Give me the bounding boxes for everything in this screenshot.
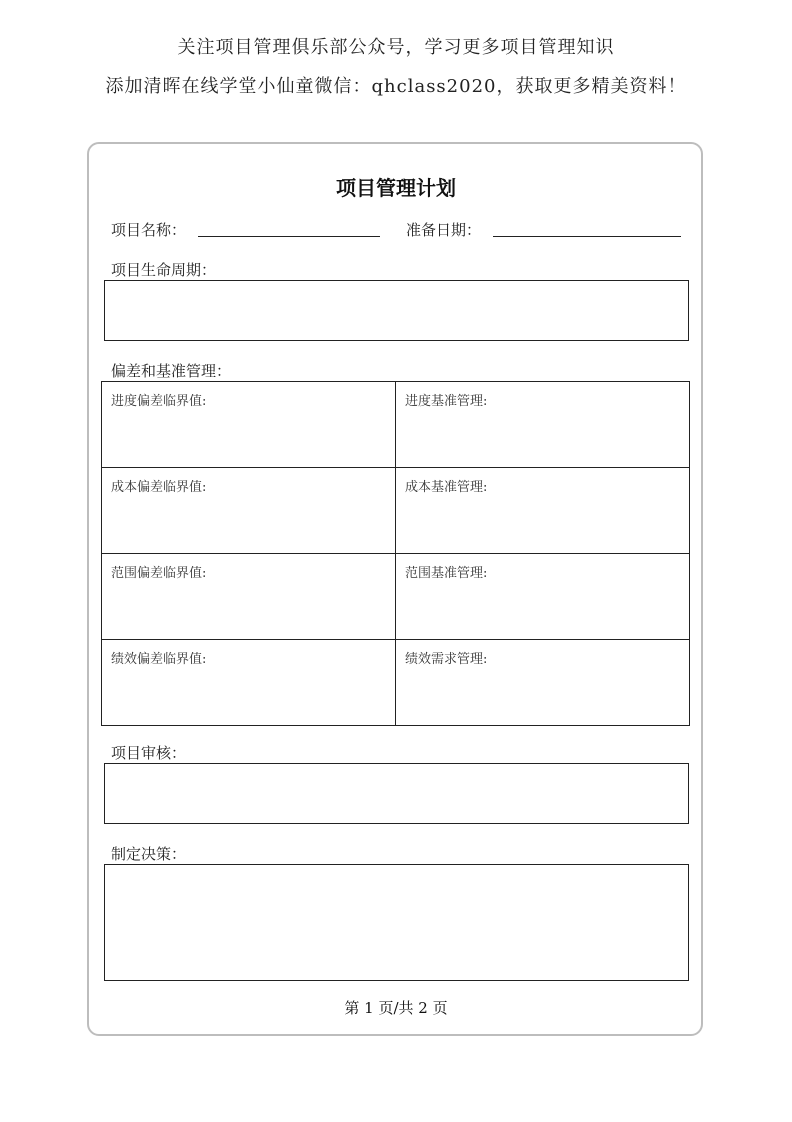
review-label: 项目审核： [111, 744, 187, 762]
cost-variance-cell[interactable]: 成本偏差临界值: [102, 468, 396, 554]
schedule-variance-cell[interactable]: 进度偏差临界值: [102, 382, 396, 468]
project-name-field[interactable] [198, 236, 380, 237]
lifecycle-label: 项目生命周期： [111, 261, 217, 279]
grid-row [102, 640, 690, 726]
performance-variance-cell[interactable]: 绩效偏差临界值: [102, 640, 396, 726]
grid-row [102, 468, 690, 554]
variance-label: 偏差和基准管理： [111, 362, 232, 380]
cost-baseline-cell[interactable]: 成本基准管理: [396, 468, 690, 554]
grid-row [102, 554, 690, 640]
page-number: 第 1 页/共 2 页 [344, 999, 448, 1017]
project-name-label: 项目名称： [111, 221, 187, 239]
performance-requirement-cell[interactable]: 绩效需求管理: [396, 640, 690, 726]
form-title: 项目管理计划 [336, 176, 456, 200]
scope-baseline-cell[interactable]: 范围基准管理: [396, 554, 690, 640]
scope-variance-cell[interactable]: 范围偏差临界值: [102, 554, 396, 640]
review-box[interactable] [104, 763, 689, 824]
header-line-1: 关注项目管理俱乐部公众号，学习更多项目管理知识 [177, 37, 615, 58]
variance-grid [101, 381, 690, 726]
grid-row [102, 382, 690, 468]
schedule-baseline-cell[interactable]: 进度基准管理: [396, 382, 690, 468]
prep-date-label: 准备日期： [406, 221, 482, 239]
prep-date-field[interactable] [493, 236, 681, 237]
lifecycle-box[interactable] [104, 280, 689, 341]
decision-label: 制定决策： [111, 845, 187, 863]
header-line-2: 添加清晖在线学堂小仙童微信：qhclass2020，获取更多精美资料！ [105, 76, 687, 97]
decision-box[interactable] [104, 864, 689, 981]
